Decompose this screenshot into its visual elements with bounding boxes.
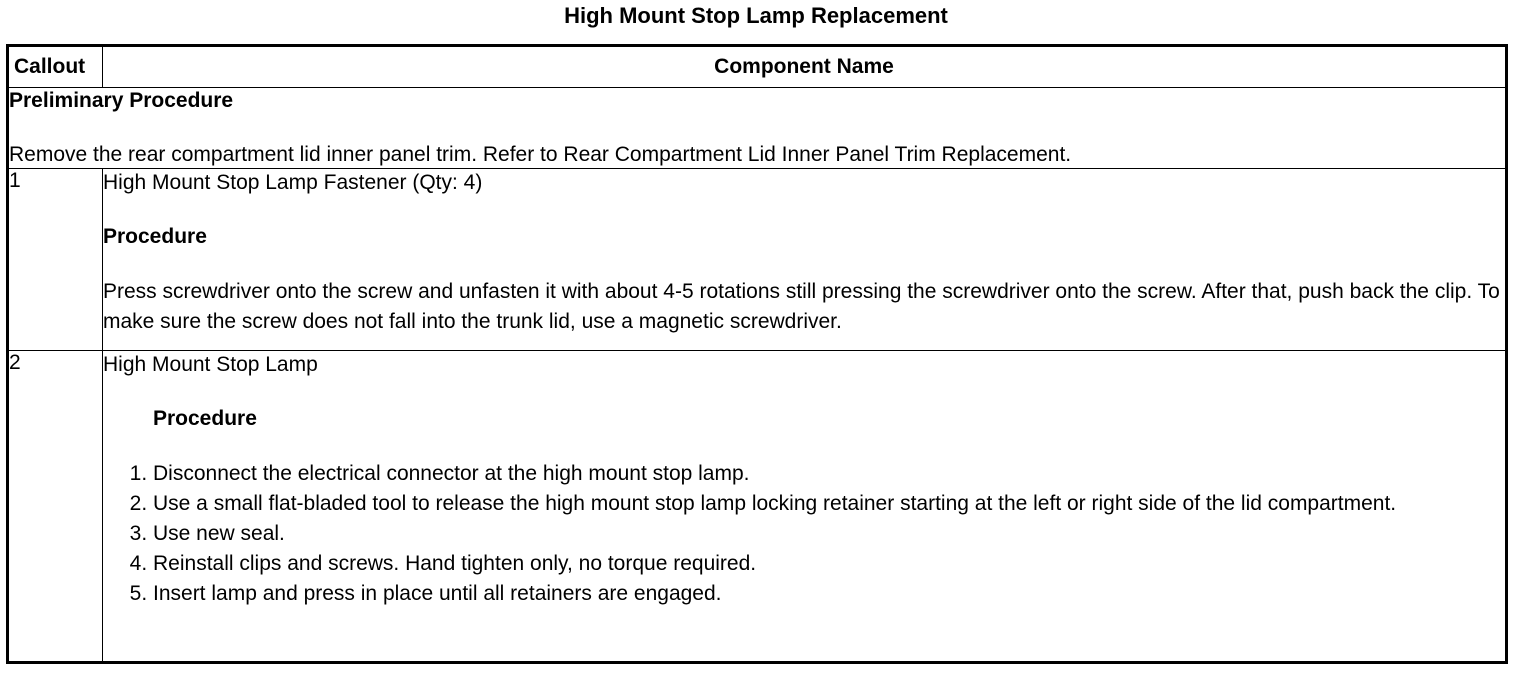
- preliminary-heading: Preliminary Procedure: [9, 89, 234, 112]
- preliminary-cell: [8, 88, 1507, 169]
- procedure-text: Press screwdriver onto the screw and unfasten it with about 4-5 rotations still pressing the screwdriver onto the screw. After that, push back the clip. To make sure the screw does not fall into the trunk lid, use a magnetic screwdriver.: [103, 280, 1500, 333]
- document-title: High Mount Stop Lamp Replacement: [564, 3, 948, 28]
- procedure-heading: Procedure: [103, 225, 207, 248]
- procedure-heading: Procedure: [153, 407, 257, 430]
- table-header-row: [8, 46, 1507, 88]
- callout-number: 1: [8, 169, 103, 351]
- procedure-steps-list: [103, 459, 1505, 609]
- table-row: [8, 351, 1507, 663]
- list-item: 5. Insert lamp and press in place until all retainers are engaged.: [153, 579, 1505, 609]
- header-callout: Callout: [8, 46, 103, 88]
- procedure-table: [6, 44, 1508, 664]
- component-name: High Mount Stop Lamp: [103, 353, 318, 376]
- component-name: High Mount Stop Lamp Fastener (Qty: 4): [103, 171, 483, 194]
- list-item: 2. Use a small flat-bladed tool to release the high mount stop lamp locking retainer starting at the left or right side of the lid compartment.: [153, 489, 1505, 519]
- list-item: 1. Disconnect the electrical connector at the high mount stop lamp.: [153, 459, 1505, 489]
- header-component-name: Component Name: [103, 46, 1507, 88]
- list-item: 3. Use new seal.: [153, 519, 1505, 549]
- callout-number: 2: [8, 351, 103, 663]
- table-row: [8, 169, 1507, 351]
- component-cell: [103, 169, 1507, 351]
- preliminary-row: [8, 88, 1507, 169]
- component-cell: [103, 351, 1507, 663]
- list-item: 4. Reinstall clips and screws. Hand tighten only, no torque required.: [153, 549, 1505, 579]
- preliminary-text: Remove the rear compartment lid inner panel trim. Refer to Rear Compartment Lid Inner Panel Trim Replacement.: [9, 143, 1072, 166]
